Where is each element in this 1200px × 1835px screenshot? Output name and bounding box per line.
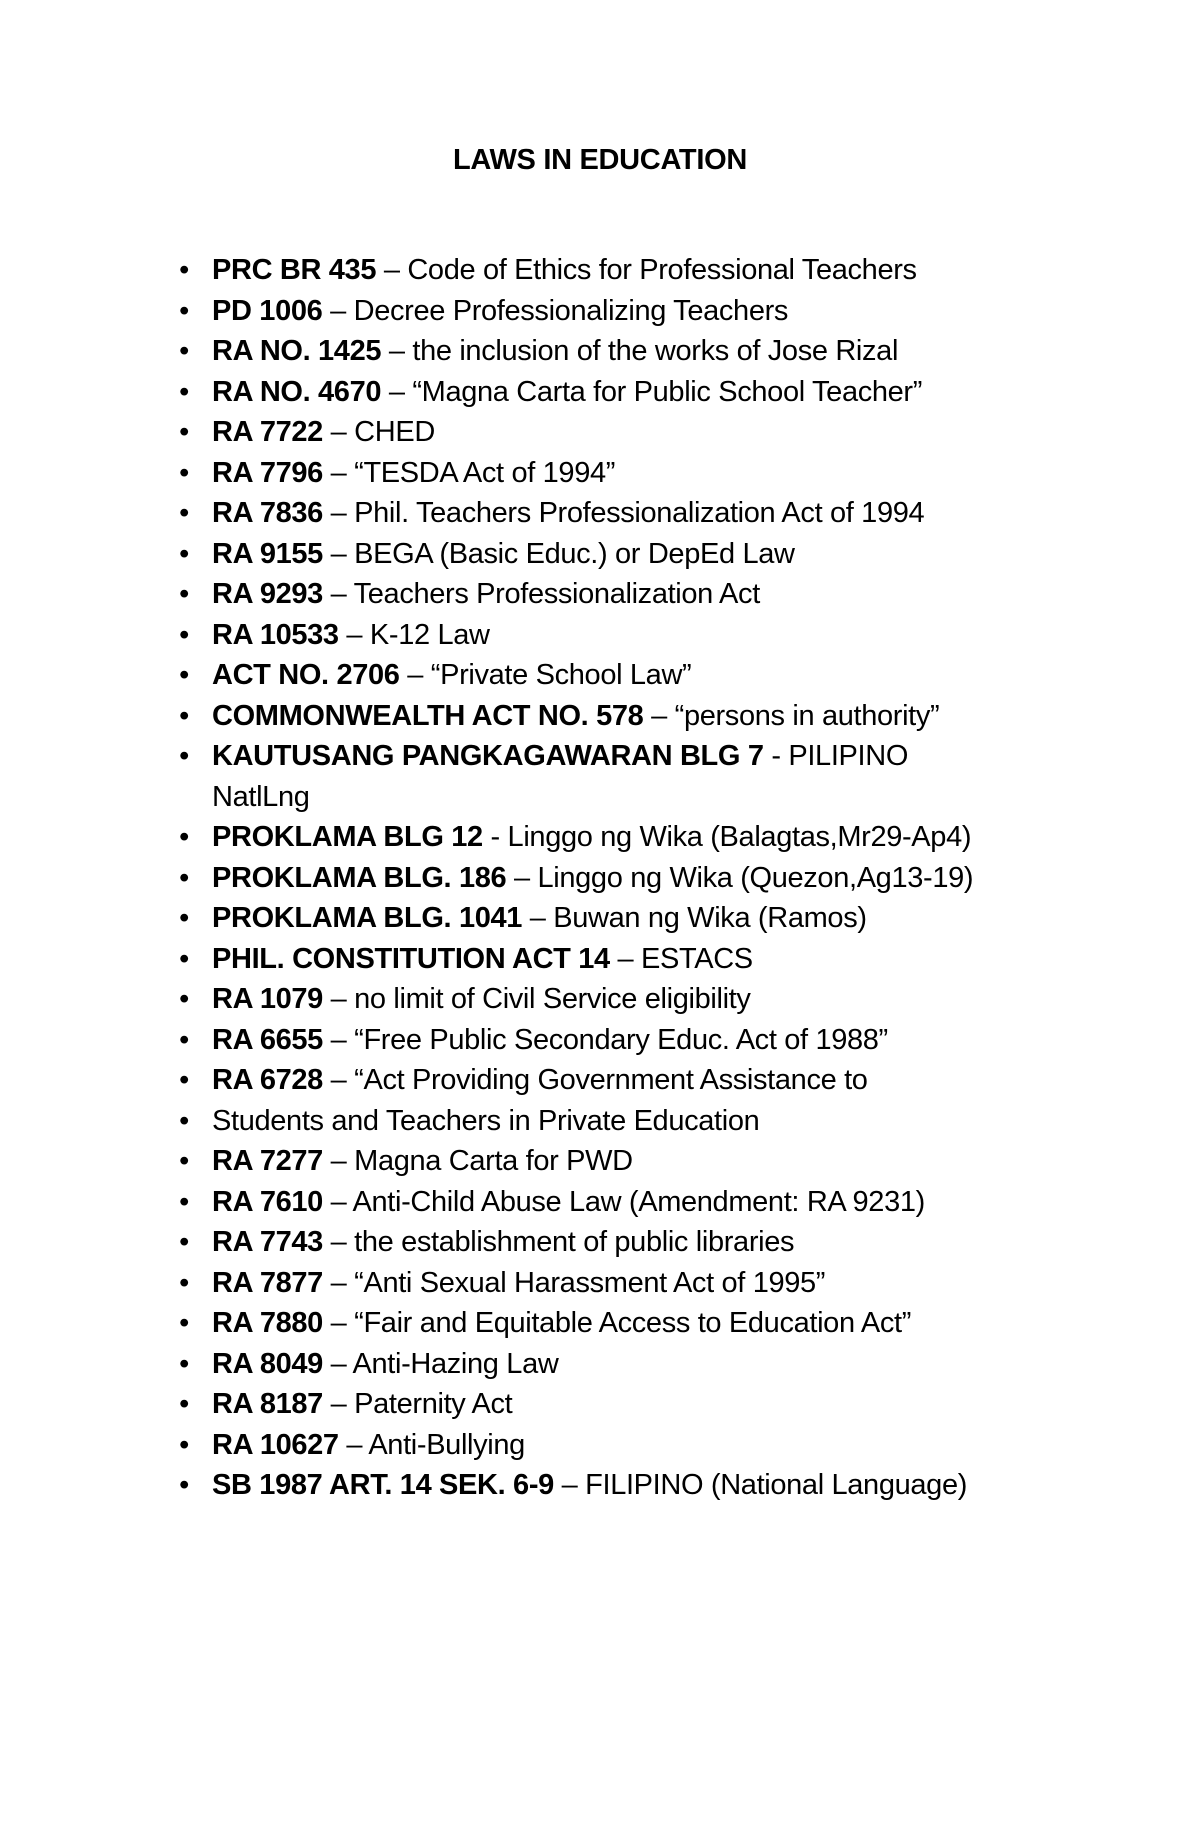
law-code: KAUTUSANG PANGKAGAWARAN BLG 7	[212, 740, 764, 772]
law-code: RA NO. 4670	[212, 375, 382, 408]
bullet-icon: •	[179, 1469, 189, 1501]
law-separator: –	[322, 1388, 355, 1420]
bullet-icon: •	[179, 1307, 189, 1339]
law-separator: –	[609, 942, 642, 975]
law-list-item	[174, 1303, 1074, 1344]
law-list-item	[174, 250, 1074, 291]
law-list-item	[174, 574, 1074, 615]
law-list	[174, 250, 1074, 1506]
law-list-item	[174, 1020, 1074, 1061]
bullet-icon: •	[179, 861, 189, 894]
bullet-icon: •	[179, 416, 189, 448]
law-description: “Act Providing Government Assistance to	[354, 1064, 868, 1096]
law-description: BEGA (Basic Educ.) or DepEd Law	[354, 537, 795, 570]
bullet-icon: •	[179, 1347, 189, 1380]
bullet-icon: •	[179, 1104, 189, 1137]
law-separator: –	[322, 537, 355, 570]
law-separator: –	[381, 375, 413, 408]
law-list-item	[174, 736, 992, 817]
law-separator: –	[322, 1023, 355, 1056]
bullet-icon: •	[179, 983, 189, 1015]
law-code: RA 7610	[212, 1185, 323, 1218]
law-separator: –	[322, 416, 355, 448]
bullet-icon: •	[179, 497, 189, 529]
law-code: RA 1079	[212, 983, 323, 1015]
law-list-item	[174, 291, 1074, 332]
law-code: RA 6728	[212, 1064, 323, 1096]
law-description: “Private School Law”	[430, 659, 692, 691]
law-code: RA 7836	[212, 497, 323, 529]
law-separator: –	[506, 861, 538, 894]
law-description: “Fair and Equitable Access to Education Act”	[354, 1307, 911, 1339]
law-list-item	[174, 1425, 1074, 1466]
bullet-icon: •	[179, 1064, 189, 1096]
law-code: ACT NO. 2706	[212, 659, 400, 691]
law-code: RA 8187	[212, 1388, 323, 1420]
law-description: Phil. Teachers Professionalization Act of 1994	[354, 497, 925, 529]
law-separator: –	[338, 618, 370, 651]
law-separator: –	[643, 699, 675, 732]
law-list-item	[174, 696, 1074, 737]
law-description: “Free Public Secondary Educ. Act of 1988”	[354, 1023, 888, 1056]
law-list-item	[174, 979, 1074, 1020]
law-code: RA 7796	[212, 456, 323, 489]
law-separator: –	[322, 1145, 355, 1177]
law-separator: –	[322, 1226, 355, 1258]
law-description: Anti-Bullying	[368, 1428, 525, 1461]
law-separator: –	[399, 659, 431, 691]
law-code: PROKLAMA BLG. 1041	[212, 902, 523, 934]
law-separator: –	[322, 456, 355, 489]
law-list-item	[174, 615, 1074, 656]
law-list-item	[174, 493, 1074, 534]
law-separator: –	[322, 1185, 353, 1218]
law-code: PD 1006	[212, 294, 323, 327]
bullet-icon: •	[179, 294, 189, 327]
law-code: RA 6655	[212, 1023, 323, 1056]
bullet-icon: •	[179, 618, 189, 651]
bullet-icon: •	[179, 902, 189, 934]
law-description: the inclusion of the works of Jose Rizal	[412, 335, 899, 367]
law-separator: –	[338, 1428, 369, 1461]
law-list-item	[174, 1141, 1074, 1182]
law-separator: –	[376, 254, 408, 286]
law-code: RA 10533	[212, 618, 339, 651]
law-description: Code of Ethics for Professional Teachers	[407, 254, 917, 286]
law-list-item	[174, 858, 1074, 899]
bullet-icon: •	[179, 740, 189, 772]
law-list-item	[174, 817, 1074, 858]
law-list-item	[174, 1060, 1074, 1101]
law-list-item	[174, 453, 1074, 494]
law-list-item	[174, 1101, 1074, 1142]
law-description: PILIPINO NatlLng	[212, 740, 909, 813]
law-description: FILIPINO (National Language)	[585, 1469, 968, 1501]
law-list-item	[174, 412, 1074, 453]
law-list-item	[174, 939, 1074, 980]
bullet-icon: •	[179, 942, 189, 975]
law-code: PROKLAMA BLG 12	[212, 821, 483, 853]
bullet-icon: •	[179, 335, 189, 367]
law-description: ESTACS	[641, 942, 753, 975]
law-list-item	[174, 1263, 1074, 1304]
law-description: the establishment of public libraries	[354, 1226, 795, 1258]
bullet-icon: •	[179, 821, 189, 853]
bullet-icon: •	[179, 1226, 189, 1258]
law-description: Students and Teachers in Private Education	[212, 1104, 760, 1137]
law-separator: -	[482, 821, 508, 853]
law-description: “Anti Sexual Harassment Act of 1995”	[354, 1266, 826, 1299]
law-code: PHIL. CONSTITUTION ACT 14	[212, 942, 610, 975]
law-code: RA 9293	[212, 578, 323, 610]
law-code: RA 7277	[212, 1145, 323, 1177]
law-separator: –	[553, 1469, 586, 1501]
law-code: RA 7743	[212, 1226, 323, 1258]
law-description: no limit of Civil Service eligibility	[354, 983, 751, 1015]
law-description: Decree Professionalizing Teachers	[353, 294, 789, 327]
law-code: RA 7880	[212, 1307, 323, 1339]
page-title: LAWS IN EDUCATION	[452, 144, 748, 176]
law-code: RA 9155	[212, 537, 323, 570]
law-list-item	[174, 534, 1074, 575]
bullet-icon: •	[179, 375, 189, 408]
law-description: K-12 Law	[369, 618, 490, 651]
law-code: PRC BR 435	[212, 254, 377, 286]
law-separator: –	[322, 294, 354, 327]
law-list-item	[174, 1465, 1074, 1506]
law-description: “TESDA Act of 1994”	[354, 456, 616, 489]
law-separator: –	[322, 1064, 355, 1096]
law-separator: –	[322, 1347, 353, 1380]
law-description: CHED	[354, 416, 435, 448]
law-description: Linggo ng Wika (Balagtas,Mr29-Ap4)	[507, 821, 972, 853]
law-code: RA 10627	[212, 1428, 339, 1461]
law-code: RA 7877	[212, 1266, 323, 1299]
law-description: “persons in authority”	[674, 699, 940, 732]
bullet-icon: •	[179, 1266, 189, 1299]
law-code: SB 1987 ART. 14 SEK. 6-9	[212, 1469, 554, 1501]
bullet-icon: •	[179, 659, 189, 691]
law-separator: –	[322, 1307, 355, 1339]
law-separator: –	[381, 335, 413, 367]
law-description: “Magna Carta for Public School Teacher”	[412, 375, 923, 408]
law-code: RA 7722	[212, 416, 323, 448]
law-list-item	[174, 331, 1074, 372]
law-separator: –	[322, 1266, 355, 1299]
bullet-icon: •	[179, 537, 189, 570]
law-separator: –	[322, 983, 355, 1015]
law-list-item	[174, 898, 1074, 939]
law-separator: -	[763, 740, 789, 772]
law-list-item	[174, 1182, 1074, 1223]
law-code: COMMONWEALTH ACT NO. 578	[212, 699, 644, 732]
law-list-item	[174, 1222, 1074, 1263]
law-description: Linggo ng Wika (Quezon,Ag13-19)	[537, 861, 974, 894]
law-list-item	[174, 1384, 1074, 1425]
bullet-icon: •	[179, 1145, 189, 1177]
bullet-icon: •	[179, 699, 189, 732]
law-code: RA NO. 1425	[212, 335, 382, 367]
bullet-icon: •	[179, 1388, 189, 1420]
bullet-icon: •	[179, 456, 189, 489]
law-description: Anti-Child Abuse Law (Amendment: RA 9231)	[352, 1185, 925, 1218]
law-description: Paternity Act	[354, 1388, 513, 1420]
law-description: Teachers Professionalization Act	[353, 578, 760, 610]
law-code: PROKLAMA BLG. 186	[212, 861, 507, 894]
bullet-icon: •	[179, 578, 189, 610]
law-description: Magna Carta for PWD	[354, 1145, 633, 1177]
law-separator: –	[322, 497, 355, 529]
bullet-icon: •	[179, 1428, 189, 1461]
law-separator: –	[522, 902, 554, 934]
law-list-item	[174, 655, 1074, 696]
bullet-icon: •	[179, 1023, 189, 1056]
bullet-icon: •	[179, 1185, 189, 1218]
law-list-item	[174, 1344, 1074, 1385]
law-list-item	[174, 372, 1074, 413]
law-code: RA 8049	[212, 1347, 323, 1380]
law-description: Anti-Hazing Law	[352, 1347, 559, 1380]
law-description: Buwan ng Wika (Ramos)	[553, 902, 867, 934]
law-separator: –	[322, 578, 354, 610]
bullet-icon: •	[179, 254, 189, 286]
